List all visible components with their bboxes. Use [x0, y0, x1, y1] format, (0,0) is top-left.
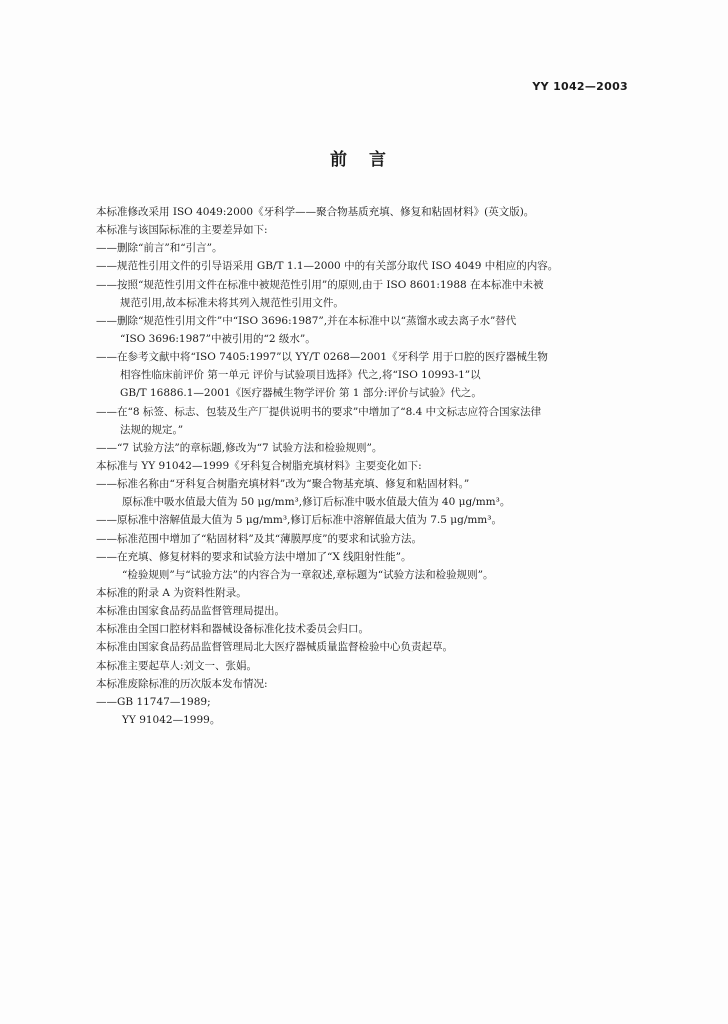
paragraph-line: “ISO 3696:1987”中被引用的“2 级水”。 [120, 332, 316, 345]
paragraph-line: ——标准名称由“牙科复合树脂充填材料”改为“聚合物基充填、修复和粘固材料。” [96, 478, 470, 491]
paragraph-line: 规范引用,故本标准未将其列入规范性引用文件。 [120, 296, 344, 309]
paragraph-line: 原标准中吸水值最大值为 50 μg/mm³,修订后标准中吸水值最大值为 40 μg/mm³。 [122, 496, 511, 509]
paragraph-line: ——在充填、修复材料的要求和试验方法中增加了“X 线阻射性能”。 [96, 550, 412, 563]
paragraph-line: 相容性临床前评价 第一单元 评价与试验项目选择》代之,将“ISO 10993-1”以 [120, 369, 481, 382]
paragraph-line: 本标准废除标准的历次版本发布情况: [96, 677, 268, 690]
paragraph-line: 本标准与 YY 91042—1999《牙科复合树脂充填材料》主要变化如下: [96, 459, 422, 472]
paragraph-line: 本标准由国家食品药品监督管理局提出。 [96, 605, 285, 618]
paragraph-line: 本标准主要起草人:刘文一、张娟。 [96, 659, 258, 672]
paragraph-line: ——删除“规范性引用文件”中“ISO 3696:1987”,并在本标准中以“蒸馏水或去离子水”替代 [96, 314, 517, 327]
paragraph-line: 本标准的附录 A 为资料性附录。 [96, 586, 247, 599]
paragraph-line: ——在参考文献中将“ISO 7405:1997”以 YY/T 0268—2001《牙科学 用于口腔的医疗器械生物 [96, 351, 548, 364]
paragraph-line: 本标准由国家食品药品监督管理局北大医疗器械质量监督检验中心负责起草。 [96, 641, 453, 654]
paragraph-line: YY 91042—1999。 [122, 713, 221, 726]
standard-code: YY 1042—2003 [532, 80, 628, 93]
paragraph-line: ——“7 试验方法”的章标题,修改为“7 试验方法和检验规则”。 [96, 441, 383, 454]
paragraph-line: ——在“8 标签、标志、包装及生产厂提供说明书的要求”中增加了“8.4 中文标志应符合国家法律 [96, 405, 542, 418]
paragraph-line: 本标准修改采用 ISO 4049:2000《牙科学——聚合物基质充填、修复和粘固材料》(英文版)。 [96, 206, 535, 218]
paragraph-line: 本标准与该国际标准的主要差异如下: [96, 224, 268, 237]
paragraph-line: ——标准范围中增加了“粘固材料”及其“薄膜厚度”的要求和试验方法。 [96, 532, 422, 545]
paragraph-line: 法规的规定。” [120, 423, 184, 436]
paragraph-line: ——原标准中溶解值最大值为 5 μg/mm³,修订后标准中溶解值最大值为 7.5 μg/mm³。 [96, 514, 502, 527]
paragraph-line: 本标准由全国口腔材料和器械设备标准化技术委员会归口。 [96, 623, 369, 636]
page-title: 前言 [330, 150, 408, 170]
paragraph-line: ——规范性引用文件的引导语采用 GB/T 1.1—2000 中的有关部分取代 ISO 4049 中相应的内容。 [96, 260, 559, 273]
paragraph-line: ——按照“规范性引用文件在标准中被规范性引用”的原则,由于 ISO 8601:1988 在本标准中未被 [96, 278, 544, 291]
paragraph-line: ——删除“前言”和“引言”。 [96, 242, 223, 255]
foreword-body [96, 203, 636, 729]
paragraph-line: “检验规则”与“试验方法”的内容合为一章叙述,章标题为“试验方法和检验规则”。 [122, 568, 494, 581]
paragraph-line: GB/T 16886.1—2001《医疗器械生物学评价 第 1 部分:评价与试验》代之。 [120, 387, 482, 400]
paragraph-line: ——GB 11747—1989; [96, 695, 211, 708]
